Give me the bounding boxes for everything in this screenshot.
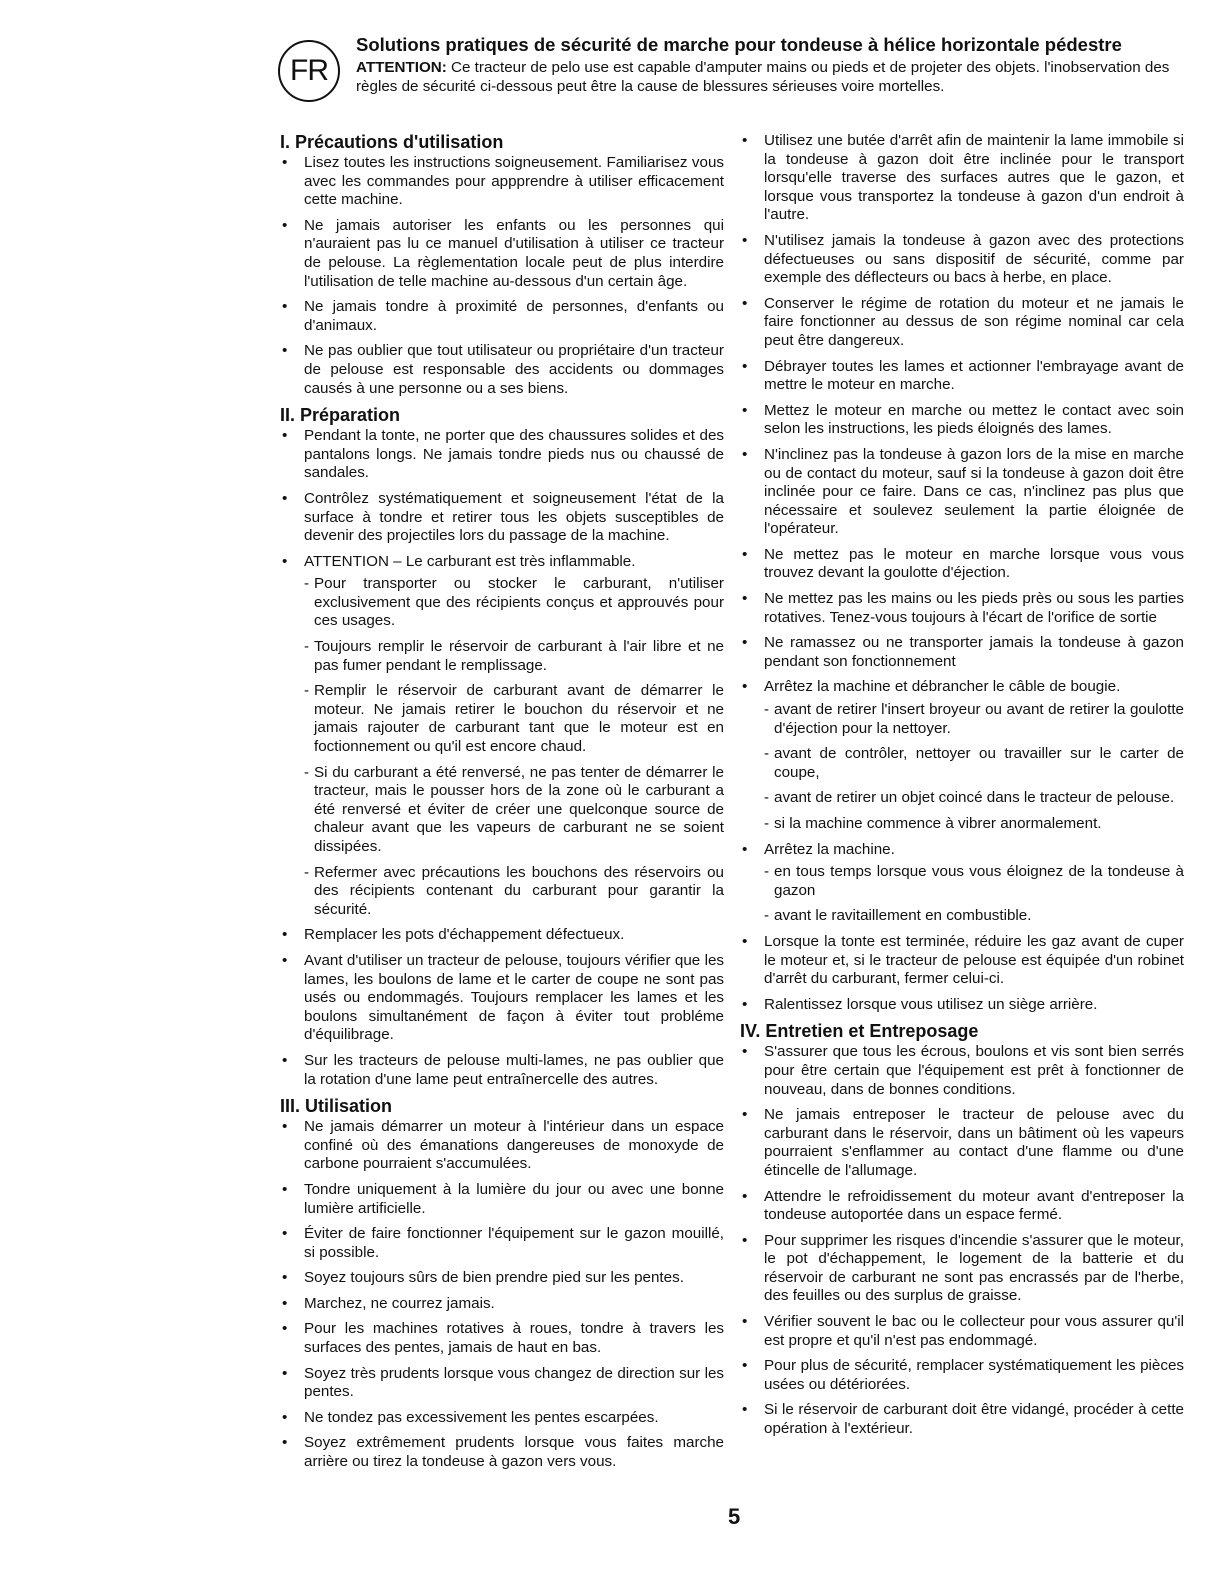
list-item: • Sur les tracteurs de pelouse multi-lames, ne pas oublier que la rotation d'une lame peut entraînercelle des autres.: [280, 1052, 724, 1089]
list-item: • Ne mettez pas le moteur en marche lorsque vous vous trouvez devant la goulotte d'éjection.: [740, 546, 1184, 583]
list-item: • Soyez toujours sûrs de bien prendre pied sur les pentes.: [280, 1269, 724, 1288]
list-item: • Conserver le régime de rotation du moteur et ne jamais le faire fonctionner au dessus de son régime nominal car cela peut être dangereux.: [740, 295, 1184, 351]
section-title-utilisation: III. Utilisation: [280, 1096, 393, 1117]
stop-machine-sublist: [764, 863, 1184, 926]
fuel-warning-text: ATTENTION – Le carburant est très inflammable.: [304, 552, 636, 570]
stop-unplug-sublist: [764, 701, 1184, 834]
section-title-preparation: II. Préparation: [280, 405, 401, 426]
list-item: • Ne tondez pas excessivement les pentes escarpées.: [280, 1409, 724, 1428]
list-item: • Marchez, ne courrez jamais.: [280, 1295, 724, 1314]
right-column: [740, 132, 1184, 1446]
list-item: • Ne mettez pas les mains ou les pieds près ou sous les parties rotatives. Tenez-vous toujours à l'écart de l'orifice de sortie: [740, 590, 1184, 627]
list-item: • Lorsque la tonte est terminée, réduire les gaz avant de cuper le moteur et, si le tracteur de pelouse est équipée d'un robinet d'arrêt du carburant, fermer celui-ci.: [740, 933, 1184, 989]
list-item: • Pour les machines rotatives à roues, tondre à travers les surfaces des pentes, jamais de haut en bas.: [280, 1320, 724, 1357]
precautions-list: [280, 154, 724, 398]
attention-text: Ce tracteur de pelo use est capable d'amputer mains ou pieds et de projeter des objets. l'inobservation des règles de sécurité ci-dessous peut être la cause de blessures sérieuses voire mortelles.: [356, 59, 1170, 95]
list-item: • Soyez extrêmement prudents lorsque vous faites marche arrière ou tirez la tondeuse à gazon vers vous.: [280, 1434, 724, 1471]
list-item: • Ne jamais démarrer un moteur à l'intérieur dans un espace confiné où des émanations dangereuses de monoxyde de carbone pourraient s'accumulées.: [280, 1118, 724, 1174]
list-item: • Ne ramassez ou ne transporter jamais la tondeuse à gazon pendant son fonctionnement: [740, 634, 1184, 671]
sub-list-item: - Remplir le réservoir de carburant avant de démarrer le moteur. Ne jamais retirer le bouchon du réservoir et ne jamais rajouter de carburant tant que le moteur est en foctionnement ou qu'il est encore chaud.: [304, 682, 724, 756]
list-item: • Soyez très prudents lorsque vous changez de direction sur les pentes.: [280, 1365, 724, 1402]
sub-list-item: - avant de retirer un objet coincé dans le tracteur de pelouse.: [764, 789, 1184, 808]
list-item: • Éviter de faire fonctionner l'équipement sur le gazon mouillé, si possible.: [280, 1225, 724, 1262]
list-item: • Ne pas oublier que tout utilisateur ou propriétaire d'un tracteur de pelouse est responsable des accidents ou dommages causés à une personne ou a ses biens.: [280, 342, 724, 398]
sub-list-item: - en tous temps lorsque vous vous éloignez de la tondeuse à gazon: [764, 863, 1184, 900]
fuel-sublist: [304, 575, 724, 919]
sub-list-item: - si la machine commence à vibrer anormalement.: [764, 815, 1184, 834]
page-title: Solutions pratiques de sécurité de marche pour tondeuse à hélice horizontale pédestre: [356, 34, 1122, 55]
list-item-stop-unplug: [740, 678, 1184, 833]
list-item: • Attendre le refroidissement du moteur avant d'entreposer la tondeuse autoportée dans un espace fermé.: [740, 1188, 1184, 1225]
list-item: • N'utilisez jamais la tondeuse à gazon avec des protections défectueuses ou sans dispositif de sécurité, comme par exemple des déflecteurs ou bacs à herbe, en place.: [740, 232, 1184, 288]
list-item: • Vérifier souvent le bac ou le collecteur pour vous assurer qu'il est propre et qu'il n'est pas endommagé.: [740, 1313, 1184, 1350]
page-number: 5: [728, 1504, 741, 1529]
sub-list-item: - avant de contrôler, nettoyer ou travailler sur le carter de coupe,: [764, 745, 1184, 782]
list-item: • Mettez le moteur en marche ou mettez le contact avec soin selon les instructions, les pieds éloignés des lames.: [740, 402, 1184, 439]
language-badge-fr: FR: [278, 40, 340, 102]
sub-list-item: - Toujours remplir le réservoir de carburant à l'air libre et ne pas fumer pendant le remplissage.: [304, 638, 724, 675]
list-item: • Pour plus de sécurité, remplacer systématiquement les pièces usées ou détériorées.: [740, 1357, 1184, 1394]
left-column: [280, 132, 724, 1479]
section-title-entretien: IV. Entretien et Entreposage: [740, 1021, 979, 1042]
list-item: • S'assurer que tous les écrous, boulons et vis sont bien serrés pour être certain que l'équipement est prêt à fonctionner de nouveau, dans de bonnes conditions.: [740, 1043, 1184, 1099]
list-item: • Ne jamais entreposer le tracteur de pelouse avec du carburant dans le réservoir, dans un bâtiment où les vapeurs pourraient s'enflammer au contact d'une flamme ou d'une étincelle de l'allumage.: [740, 1106, 1184, 1180]
list-item: • Ne jamais tondre à proximité de personnes, d'enfants ou d'animaux.: [280, 298, 724, 335]
list-item: • Pendant la tonte, ne porter que des chaussures solides et des pantalons longs. Ne jamais tondre pieds nus ou chaussé de sandales.: [280, 427, 724, 483]
section-title-precautions: I. Précautions d'utilisation: [280, 132, 504, 152]
attention-label: ATTENTION:: [356, 59, 447, 76]
list-item: • Utilisez une butée d'arrêt afin de maintenir la lame immobile si la tondeuse à gazon doit être inclinée pour le transport lorsqu'elle traverse des surfaces autres que le gazon, et lorsque vous transportez la tondeuse à gazon d'un endroit à l'autre.: [740, 132, 1184, 225]
stop-unplug-text: Arrêtez la machine et débrancher le câble de bougie.: [764, 678, 1121, 696]
utilisation-list-continued: [740, 132, 1184, 1014]
list-item: • Lisez toutes les instructions soigneusement. Familiarisez vous avec les commandes pour appprendre à utiliser efficacement cette machine.: [280, 154, 724, 210]
list-item: • Pour supprimer les risques d'incendie s'assurer que le moteur, le pot d'échappement, le logement de la batterie et du réservoir de carburant ne sont pas encrassés par de l'herbe, des feuilles ou des surplus de graisse.: [740, 1232, 1184, 1306]
utilisation-list: [280, 1118, 724, 1472]
sub-list-item: - avant de retirer l'insert broyeur ou avant de retirer la goulotte d'éjection pour la nettoyer.: [764, 701, 1184, 738]
list-item: • Ralentissez lorsque vous utilisez un siège arrière.: [740, 996, 1184, 1015]
list-item-stop-machine: [740, 841, 1184, 926]
stop-machine-text: Arrêtez la machine.: [764, 840, 895, 858]
preparation-list: [280, 427, 724, 1089]
list-item: • Débrayer toutes les lames et actionner l'embrayage avant de mettre le moteur en marche.: [740, 358, 1184, 395]
attention-notice: [356, 58, 1190, 96]
sub-list-item: - Refermer avec précautions les bouchons des réservoirs ou des récipients contenant du carburant pour garantir la sécurité.: [304, 864, 724, 920]
sub-list-item: - avant le ravitaillement en combustible.: [764, 907, 1184, 926]
list-item: • Avant d'utiliser un tracteur de pelouse, toujours vérifier que les lames, les boulons de lame et le carter de coupe ne sont pas usés ou endommagés. Toujours remplacer les lames et les boulons simultanément de façon à éviter tout probléme d'équilibrage.: [280, 952, 724, 1045]
list-item: • Contrôlez systématiquement et soigneusement l'état de la surface à tondre et retirer tous les objets susceptibles de devenir des projectiles lors du passage de la machine.: [280, 490, 724, 546]
list-item: • Remplacer les pots d'échappement défectueux.: [280, 926, 724, 945]
list-item-fuel-warning: [280, 553, 724, 920]
list-item: • N'inclinez pas la tondeuse à gazon lors de la mise en marche ou de contact du moteur, sauf si la tondeuse à gazon doit être inclinée pour ce faire. Dans ce cas, n'inclinez pas plus que nécessaire et soulevez seulement la partie éloignée de l'opérateur.: [740, 446, 1184, 539]
entretien-list: [740, 1043, 1184, 1438]
sub-list-item: - Si du carburant a été renversé, ne pas tenter de démarrer le tracteur, mais le pousser hors de la zone où le carburant a été renversé et éviter de créer une quelconque source de chaleur avant que les vapeurs de carburant ne se soient dissipées.: [304, 764, 724, 857]
list-item: • Si le réservoir de carburant doit être vidangé, procéder à cette opération à l'extérieur.: [740, 1401, 1184, 1438]
list-item: • Tondre uniquement à la lumière du jour ou avec une bonne lumière artificielle.: [280, 1181, 724, 1218]
list-item: • Ne jamais autoriser les enfants ou les personnes qui n'auraient pas lu ce manuel d'utilisation à utiliser ce tracteur de pelouse. La règlementation locale peut de plus interdire l'utilisation de telle machine au-dessous d'un certain âge.: [280, 217, 724, 291]
sub-list-item: - Pour transporter ou stocker le carburant, n'utiliser exclusivement que des récipients conçus et approuvés pour ces usages.: [304, 575, 724, 631]
